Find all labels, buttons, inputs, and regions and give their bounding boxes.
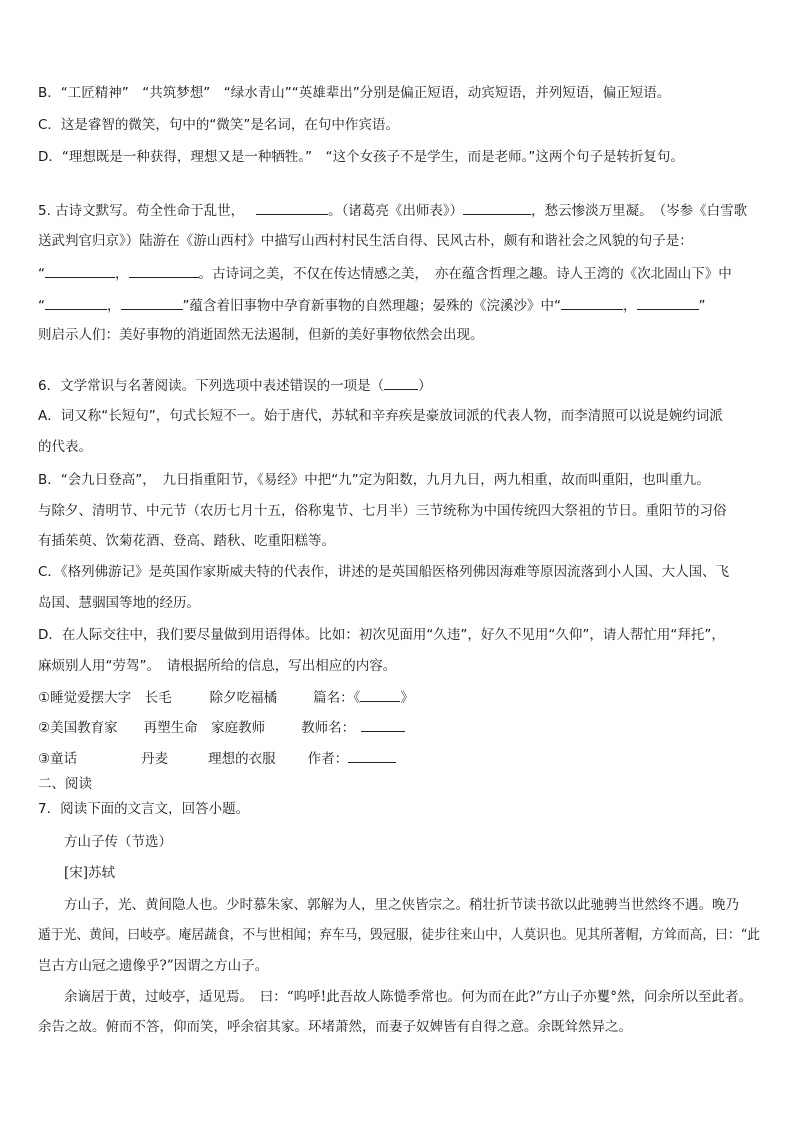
passage-author: [宋]苏轼: [64, 865, 116, 881]
passage-title: 方山子传（节选）: [64, 834, 172, 850]
q6-option-b-line-3: 有插茱萸、饮菊花酒、登高、踏秋、吃重阳糕等。: [38, 533, 335, 549]
passage-p2-line-1: 余谪居于黄，过岐亭，适见焉。 曰：“呜呼!此吾故人陈慥季常也。何为而在此?”方山子亦矍°然，问余所以至此者。: [64, 989, 752, 1005]
q5-line-2: 送武判官归京》）陆游在《游山西村》中描写山西村村民生活自得、民风古朴，颇有和谐社会之风貌的句子是：: [38, 233, 693, 249]
q6-option-c-line-1: C．《格列佛游记》是英国作家斯威夫特的代表作，讲述的是英国船医格列佛因海难等原因流落到小人国、大人国、飞: [38, 564, 730, 580]
q5-line-1: [38, 201, 747, 220]
q6-row-text: 》: [400, 690, 414, 706]
q6-option-b-line-1: B．“会九日登高”， 九日指重阳节，《易经》中把“九”定为阳数，九月九日，两九相重，故而叫重阳，也叫重九。: [38, 472, 710, 488]
q5-blank-3[interactable]: [45, 264, 115, 278]
q5-text: “: [38, 298, 45, 314]
q6-option-d-line-2: 麻烦别人用“劳驾”。 请根据所给的信息，写出相应的内容。: [38, 658, 397, 674]
q5-line-5: 则启示人们：美好事物的消逝固然无法遏制，但新的美好事物依然会出现。: [38, 327, 484, 343]
q5-text: ”蕴含着旧事物中孕育新事物的自然理趣；晏殊的《浣溪沙》中“: [182, 298, 561, 314]
passage-p1-line-2: 遁于光、黄间，曰岐亭。庵居蔬食，不与世相闻；弃车马，毁冠服，徒步往来山中，人莫识也。见其所著帽，方耸而高，曰：“此: [38, 927, 761, 943]
q6-option-d-line-1: D．在人际交往中，我们要尽量做到用语得体。比如：初次见面用“久违”，好久不见用“久仰”，请人帮忙用“拜托”，: [38, 627, 725, 643]
q5-text: ，愁云惨淡万里凝。 （岑参《白雪歌: [531, 203, 748, 219]
q5-text: ，: [107, 298, 121, 314]
q5-blank-8[interactable]: [637, 296, 699, 310]
q6-row-text: 篇名：《: [313, 690, 361, 706]
q4-option-c: C．这是睿智的微笑，句中的“微笑”是名词，在句中作宾语。: [38, 117, 399, 133]
q5-text: 。古诗词之美，不仅在传达情感之美， 亦在蕴含哲理之趣。诗人王湾的《次北固山下》中: [198, 266, 732, 282]
q6-option-a-line-1: A．词又称“长短句”，句式长短不一。始于唐代，苏轼和辛弃疾是豪放词派的代表人物，而李清照可以说是婉约词派: [38, 408, 723, 424]
q5-blank-5[interactable]: [45, 296, 107, 310]
q6-row-text: 教师名：: [301, 720, 356, 736]
q5-text: ，: [115, 266, 129, 282]
q6-row-1: [38, 688, 414, 707]
q6-row-text: 作者：: [307, 751, 349, 767]
q5-blank-7[interactable]: [561, 296, 623, 310]
q6-row-text: ②美国教育家: [38, 720, 118, 736]
q6-title-blank[interactable]: [360, 688, 400, 702]
q6-row-2: [38, 718, 405, 737]
passage-p1-line-3: 岂古方山冠之遗像乎?”因谓之方山子。: [38, 958, 269, 974]
q5-text: ”: [698, 298, 706, 314]
q6-teacher-blank[interactable]: [361, 718, 405, 732]
q6-answer-blank[interactable]: [384, 376, 418, 390]
q5-line-3: [38, 264, 732, 283]
q6-option-a-line-2: 的代表。: [38, 439, 92, 455]
q5-text: “: [38, 266, 45, 282]
q5-blank-4[interactable]: [129, 264, 199, 278]
q7-stem: 7．阅读下面的文言文，回答小题。: [38, 801, 250, 817]
q6-row-text: 理想的衣服: [208, 751, 276, 767]
q4-option-d: D．“理想既是一种获得，理想又是一种牺牲。” “这个女孩子不是学生，而是老师。”这两个句子是转折复句。: [38, 149, 684, 165]
q5-blank-2[interactable]: [463, 201, 531, 215]
q6-row-text: 再塑生命 家庭教师: [143, 720, 266, 736]
section-heading-reading: 二、阅读: [38, 776, 92, 792]
q5-line-4: [38, 296, 706, 315]
q6-row-text: ③童话: [38, 751, 78, 767]
passage-p1-line-1: 方山子，光、黄间隐人也。少时慕朱家、郭解为人，里之侠皆宗之。稍壮折节读书欲以此驰骋当世然终不遇。晚乃: [64, 897, 739, 913]
q6-row-text: 除夕吃福橘: [209, 690, 278, 706]
q4-option-b: B．“工匠精神” “共筑梦想” “绿水青山”“英雄辈出”分别是偏正短语，动宾短语，并列短语，偏正短语。: [38, 85, 671, 101]
q5-text: ，: [623, 298, 637, 314]
q6-text: ）: [418, 378, 432, 394]
q6-text: 6．文学常识与名著阅读。下列选项中表述错误的一项是（: [38, 378, 385, 394]
q6-row-text: 丹麦: [141, 751, 169, 767]
q6-row-text: ①睡觉爱摆大字 长毛: [38, 690, 172, 706]
q6-row-3: [38, 749, 396, 768]
q5-text: 。（诸葛亮《出师表》）: [328, 203, 464, 219]
q6-author-blank[interactable]: [348, 749, 396, 763]
q5-text: 5. 古诗文默写。苟全性命于乱世，: [38, 203, 245, 219]
q6-option-c-line-2: 岛国、慧骃国等地的经历。: [38, 595, 200, 611]
q5-blank-1[interactable]: [256, 201, 328, 215]
passage-p2-line-2: 余告之故。俯而不答，仰而笑，呼余宿其家。环堵萧然，而妻子奴婢皆有自得之意。余既耸然异之。: [38, 1019, 632, 1035]
q6-stem: [38, 376, 432, 395]
q5-blank-6[interactable]: [121, 296, 183, 310]
q6-option-b-line-2: 与除夕、清明节、中元节（农历七月十五，俗称鬼节、七月半）三节统称为中国传统四大祭祖的节日。重阳节的习俗: [38, 503, 727, 519]
